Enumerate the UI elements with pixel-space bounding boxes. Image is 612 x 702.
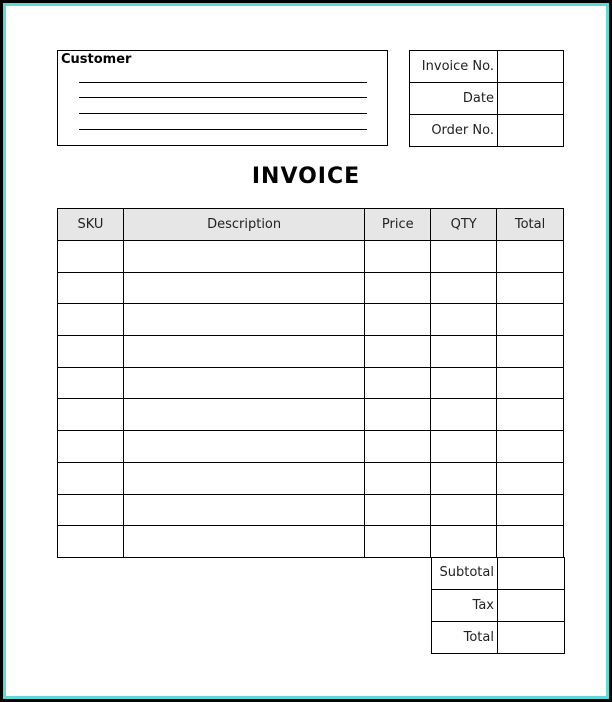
- invoice-no-label: Invoice No.: [410, 51, 498, 83]
- total-field[interactable]: [498, 621, 565, 653]
- info-row: [410, 51, 564, 83]
- invoice-info-table: [409, 50, 564, 147]
- cell-qty[interactable]: [431, 336, 497, 368]
- cell-price[interactable]: [365, 304, 431, 336]
- header-description: Description: [123, 209, 364, 241]
- cell-sku[interactable]: [58, 431, 124, 463]
- date-label: Date: [410, 83, 498, 115]
- cell-total[interactable]: [497, 241, 564, 273]
- customer-line[interactable]: [79, 97, 367, 98]
- cell-price[interactable]: [365, 367, 431, 399]
- cell-sku[interactable]: [58, 367, 124, 399]
- order-no-label: Order No.: [410, 115, 498, 147]
- cell-description[interactable]: [123, 462, 364, 494]
- header-qty: QTY: [431, 209, 497, 241]
- cell-total[interactable]: [497, 272, 564, 304]
- cell-description[interactable]: [123, 494, 364, 526]
- customer-label: Customer: [61, 52, 132, 67]
- order-no-field[interactable]: [498, 115, 564, 147]
- table-row: [58, 336, 564, 368]
- tax-label: Tax: [432, 589, 498, 621]
- cell-sku[interactable]: [58, 272, 124, 304]
- cell-sku[interactable]: [58, 399, 124, 431]
- cell-qty[interactable]: [431, 462, 497, 494]
- cell-price[interactable]: [365, 399, 431, 431]
- table-row: [58, 367, 564, 399]
- cell-description[interactable]: [123, 241, 364, 273]
- cell-description[interactable]: [123, 272, 364, 304]
- cell-description[interactable]: [123, 399, 364, 431]
- cell-total[interactable]: [497, 526, 564, 558]
- customer-line[interactable]: [79, 129, 367, 130]
- info-row: [410, 83, 564, 115]
- cell-total[interactable]: [497, 336, 564, 368]
- cell-qty[interactable]: [431, 431, 497, 463]
- cell-price[interactable]: [365, 336, 431, 368]
- cell-qty[interactable]: [431, 494, 497, 526]
- totals-row: [432, 621, 565, 653]
- customer-line[interactable]: [79, 82, 367, 83]
- cell-price[interactable]: [365, 526, 431, 558]
- tax-field[interactable]: [498, 589, 565, 621]
- table-row: [58, 431, 564, 463]
- table-row: [58, 241, 564, 273]
- cell-sku[interactable]: [58, 494, 124, 526]
- cell-sku[interactable]: [58, 304, 124, 336]
- header-sku: SKU: [58, 209, 124, 241]
- subtotal-label: Subtotal: [432, 557, 498, 589]
- cell-description[interactable]: [123, 367, 364, 399]
- table-row: [58, 494, 564, 526]
- cell-sku[interactable]: [58, 462, 124, 494]
- cell-total[interactable]: [497, 494, 564, 526]
- table-row: [58, 399, 564, 431]
- header-price: Price: [365, 209, 431, 241]
- invoice-title: INVOICE: [251, 164, 361, 189]
- cell-price[interactable]: [365, 462, 431, 494]
- table-row: [58, 272, 564, 304]
- cell-sku[interactable]: [58, 336, 124, 368]
- cell-price[interactable]: [365, 272, 431, 304]
- cell-total[interactable]: [497, 431, 564, 463]
- totals-row: [432, 557, 565, 589]
- cell-total[interactable]: [497, 399, 564, 431]
- cell-sku[interactable]: [58, 526, 124, 558]
- cell-qty[interactable]: [431, 272, 497, 304]
- cell-description[interactable]: [123, 336, 364, 368]
- subtotal-field[interactable]: [498, 557, 565, 589]
- table-header-row: [58, 209, 564, 241]
- table-row: [58, 304, 564, 336]
- cell-qty[interactable]: [431, 526, 497, 558]
- customer-box: [57, 50, 388, 146]
- header-total: Total: [497, 209, 564, 241]
- cell-description[interactable]: [123, 431, 364, 463]
- customer-line[interactable]: [79, 113, 367, 114]
- cell-qty[interactable]: [431, 399, 497, 431]
- cell-price[interactable]: [365, 431, 431, 463]
- table-row: [58, 462, 564, 494]
- cell-sku[interactable]: [58, 241, 124, 273]
- cell-qty[interactable]: [431, 241, 497, 273]
- invoice-no-field[interactable]: [498, 51, 564, 83]
- total-label: Total: [432, 621, 498, 653]
- cell-total[interactable]: [497, 462, 564, 494]
- cell-total[interactable]: [497, 367, 564, 399]
- table-row: [58, 526, 564, 558]
- cell-total[interactable]: [497, 304, 564, 336]
- cell-qty[interactable]: [431, 367, 497, 399]
- totals-row: [432, 589, 565, 621]
- totals-table: [431, 557, 565, 654]
- cell-qty[interactable]: [431, 304, 497, 336]
- cell-price[interactable]: [365, 241, 431, 273]
- line-items-table: [57, 208, 564, 558]
- cell-price[interactable]: [365, 494, 431, 526]
- info-row: [410, 115, 564, 147]
- date-field[interactable]: [498, 83, 564, 115]
- cell-description[interactable]: [123, 304, 364, 336]
- cell-description[interactable]: [123, 526, 364, 558]
